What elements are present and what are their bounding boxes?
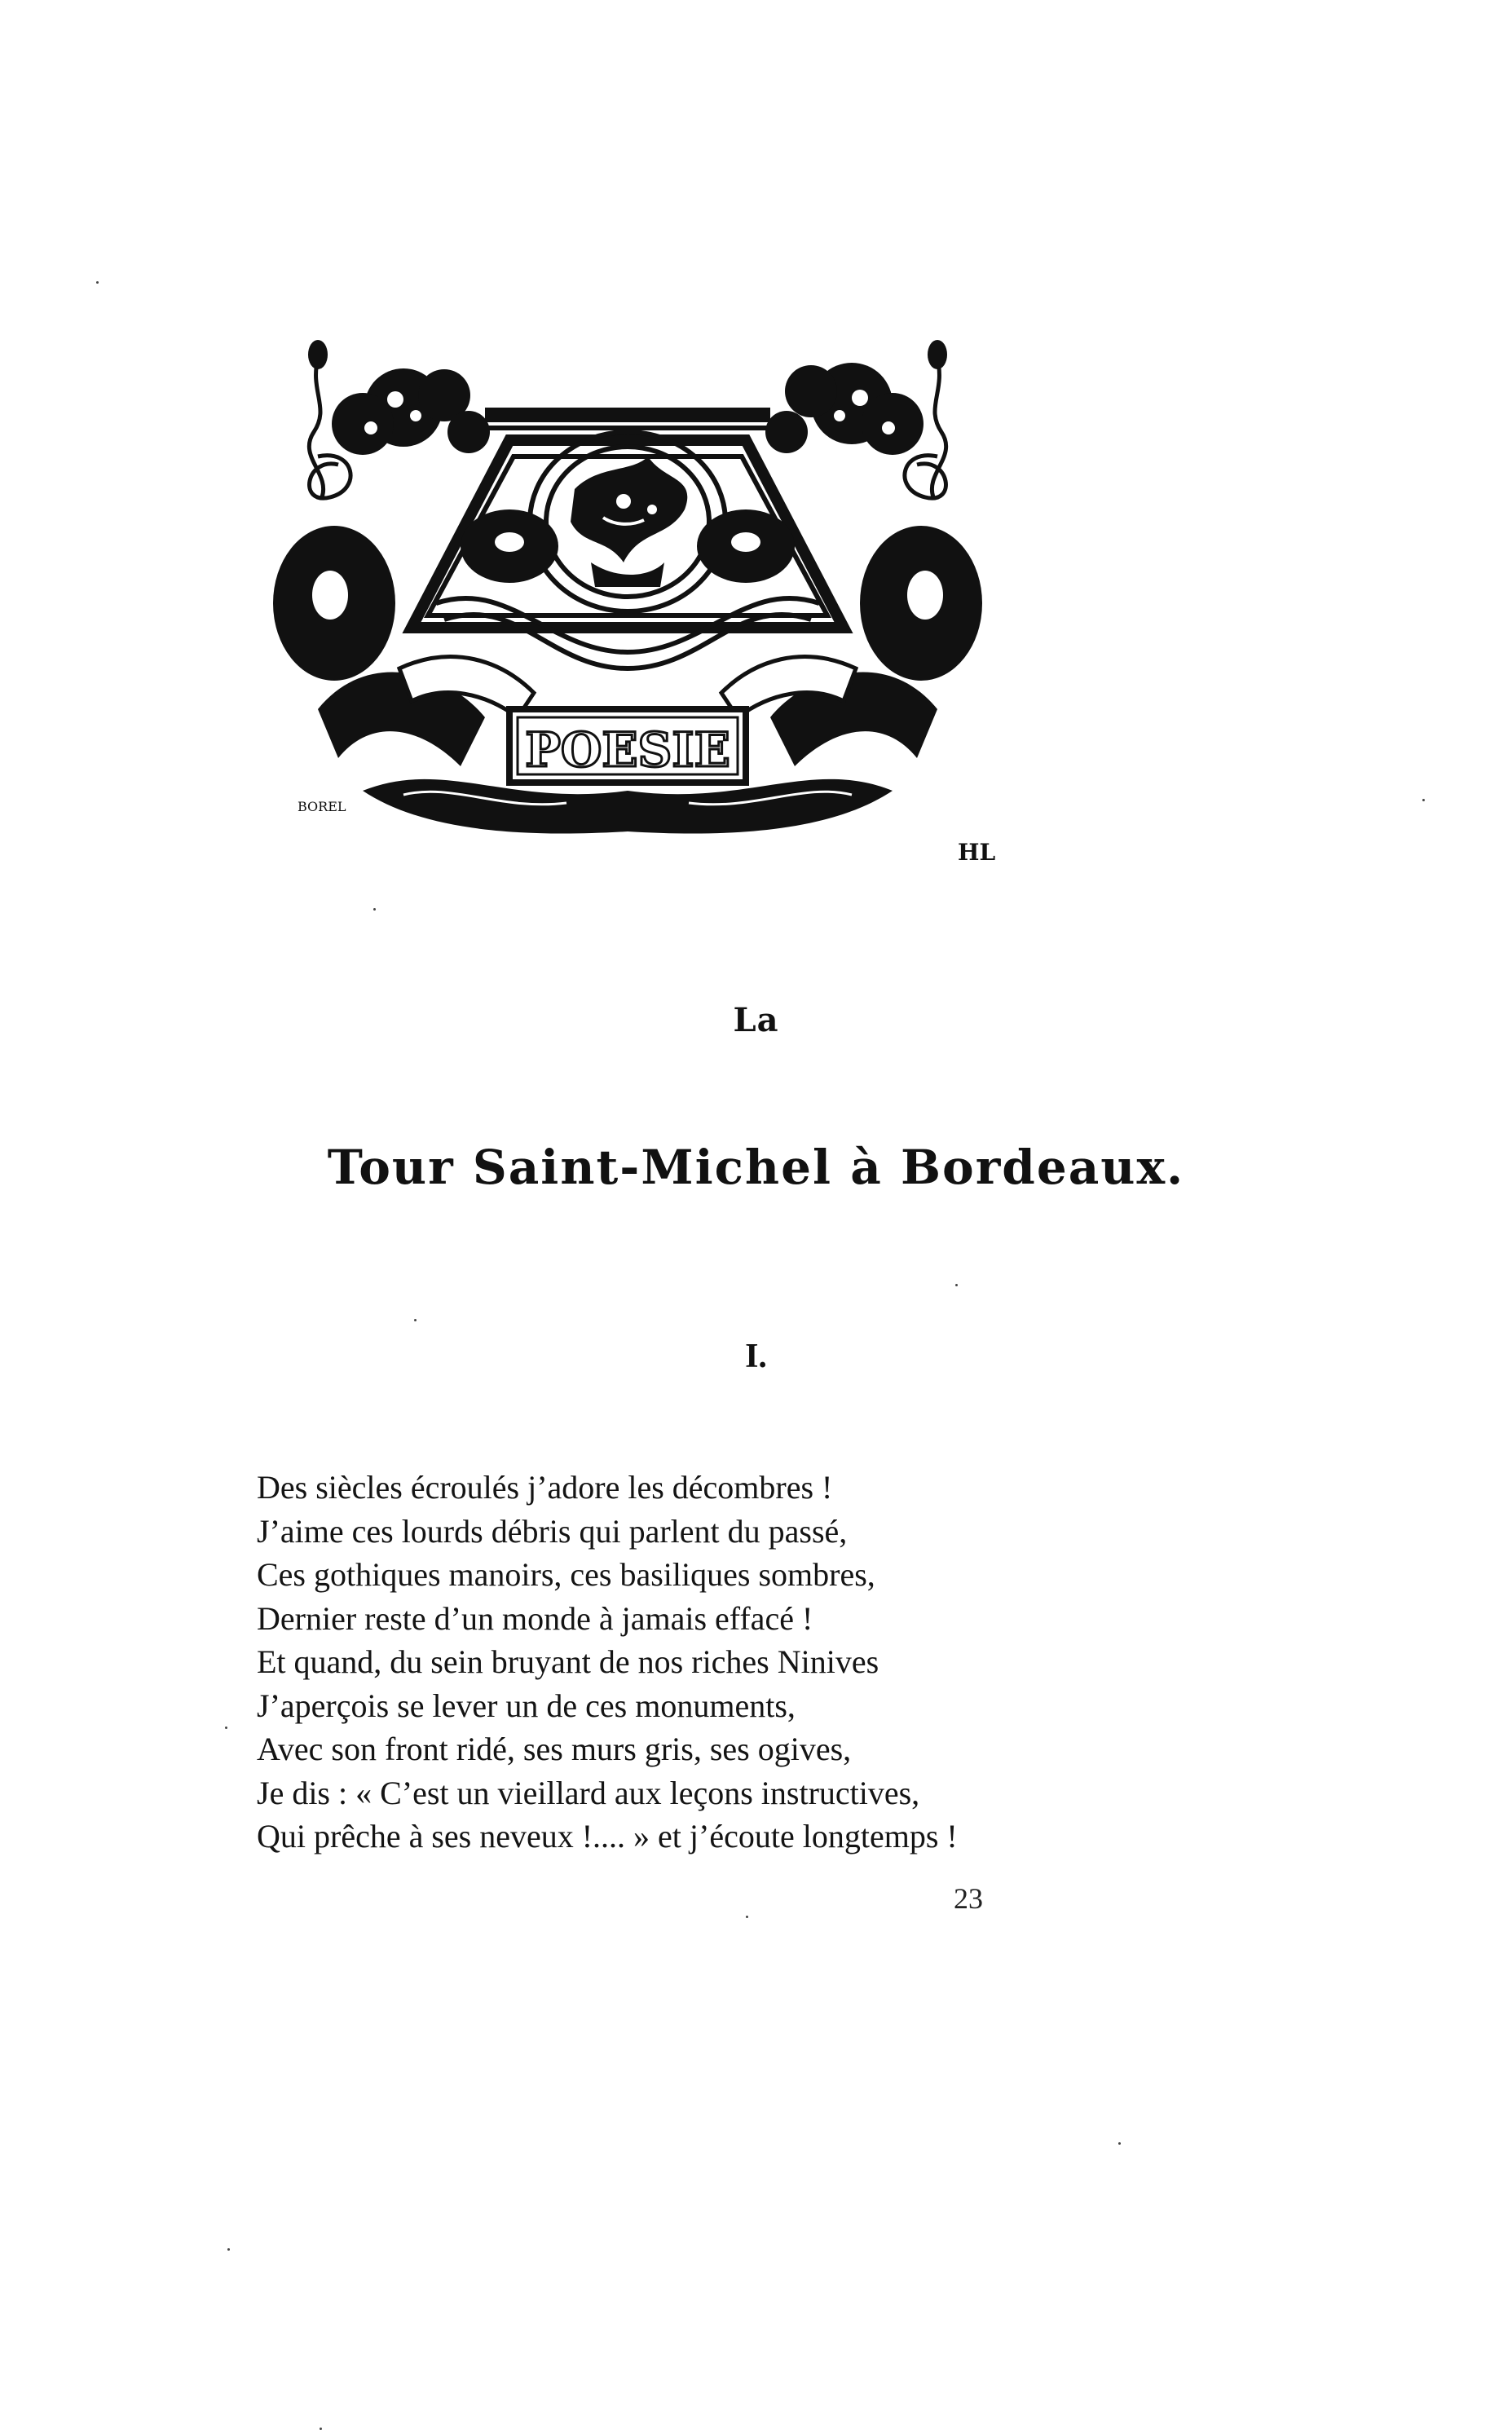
engraver-signature: BOREL (298, 799, 346, 814)
headpiece-illustration (240, 334, 1015, 872)
paper-speck (225, 1727, 227, 1729)
poem-line: Qui prêche à ses neveux !.... » et j’écoute longtemps ! (257, 1818, 958, 1854)
section-number: I. (745, 1338, 767, 1375)
paper-speck (955, 1284, 958, 1286)
paper-speck (96, 281, 99, 284)
poem-line: Je dis : « C’est un vieillard aux leçons instructives, (257, 1774, 920, 1811)
poem-line: Des siècles écroulés j’adore les décombres ! (257, 1469, 833, 1506)
poem-line: Ces gothiques manoirs, ces basiliques sombres, (257, 1556, 875, 1593)
paper-speck (227, 2248, 230, 2251)
paper-speck (1422, 799, 1425, 801)
poem-title: Tour Saint-Michel à Bordeaux. (327, 1140, 1185, 1195)
pre-title: La (733, 1001, 779, 1039)
paper-speck (414, 1319, 417, 1321)
poem-stanza (257, 1466, 1072, 1859)
poem-line: Avec son front ridé, ses murs gris, ses ogives, (257, 1731, 852, 1767)
paper-speck (373, 908, 376, 911)
paper-speck (1118, 2142, 1121, 2145)
page-number: 23 (954, 1882, 983, 1915)
poem-line: Et quand, du sein bruyant de nos riches Ninives (257, 1643, 879, 1680)
poem-line: J’aime ces lourds débris qui parlent du passé, (257, 1512, 848, 1550)
poem-line: Dernier reste d’un monde à jamais effacé ! (257, 1599, 813, 1637)
poem-line: J’aperçois se lever un de ces monuments, (257, 1687, 796, 1724)
engraved-headpiece (240, 334, 1015, 872)
banner-text: POESIE (525, 722, 730, 778)
monogram: HL (958, 839, 996, 866)
paper-speck (746, 1916, 748, 1918)
